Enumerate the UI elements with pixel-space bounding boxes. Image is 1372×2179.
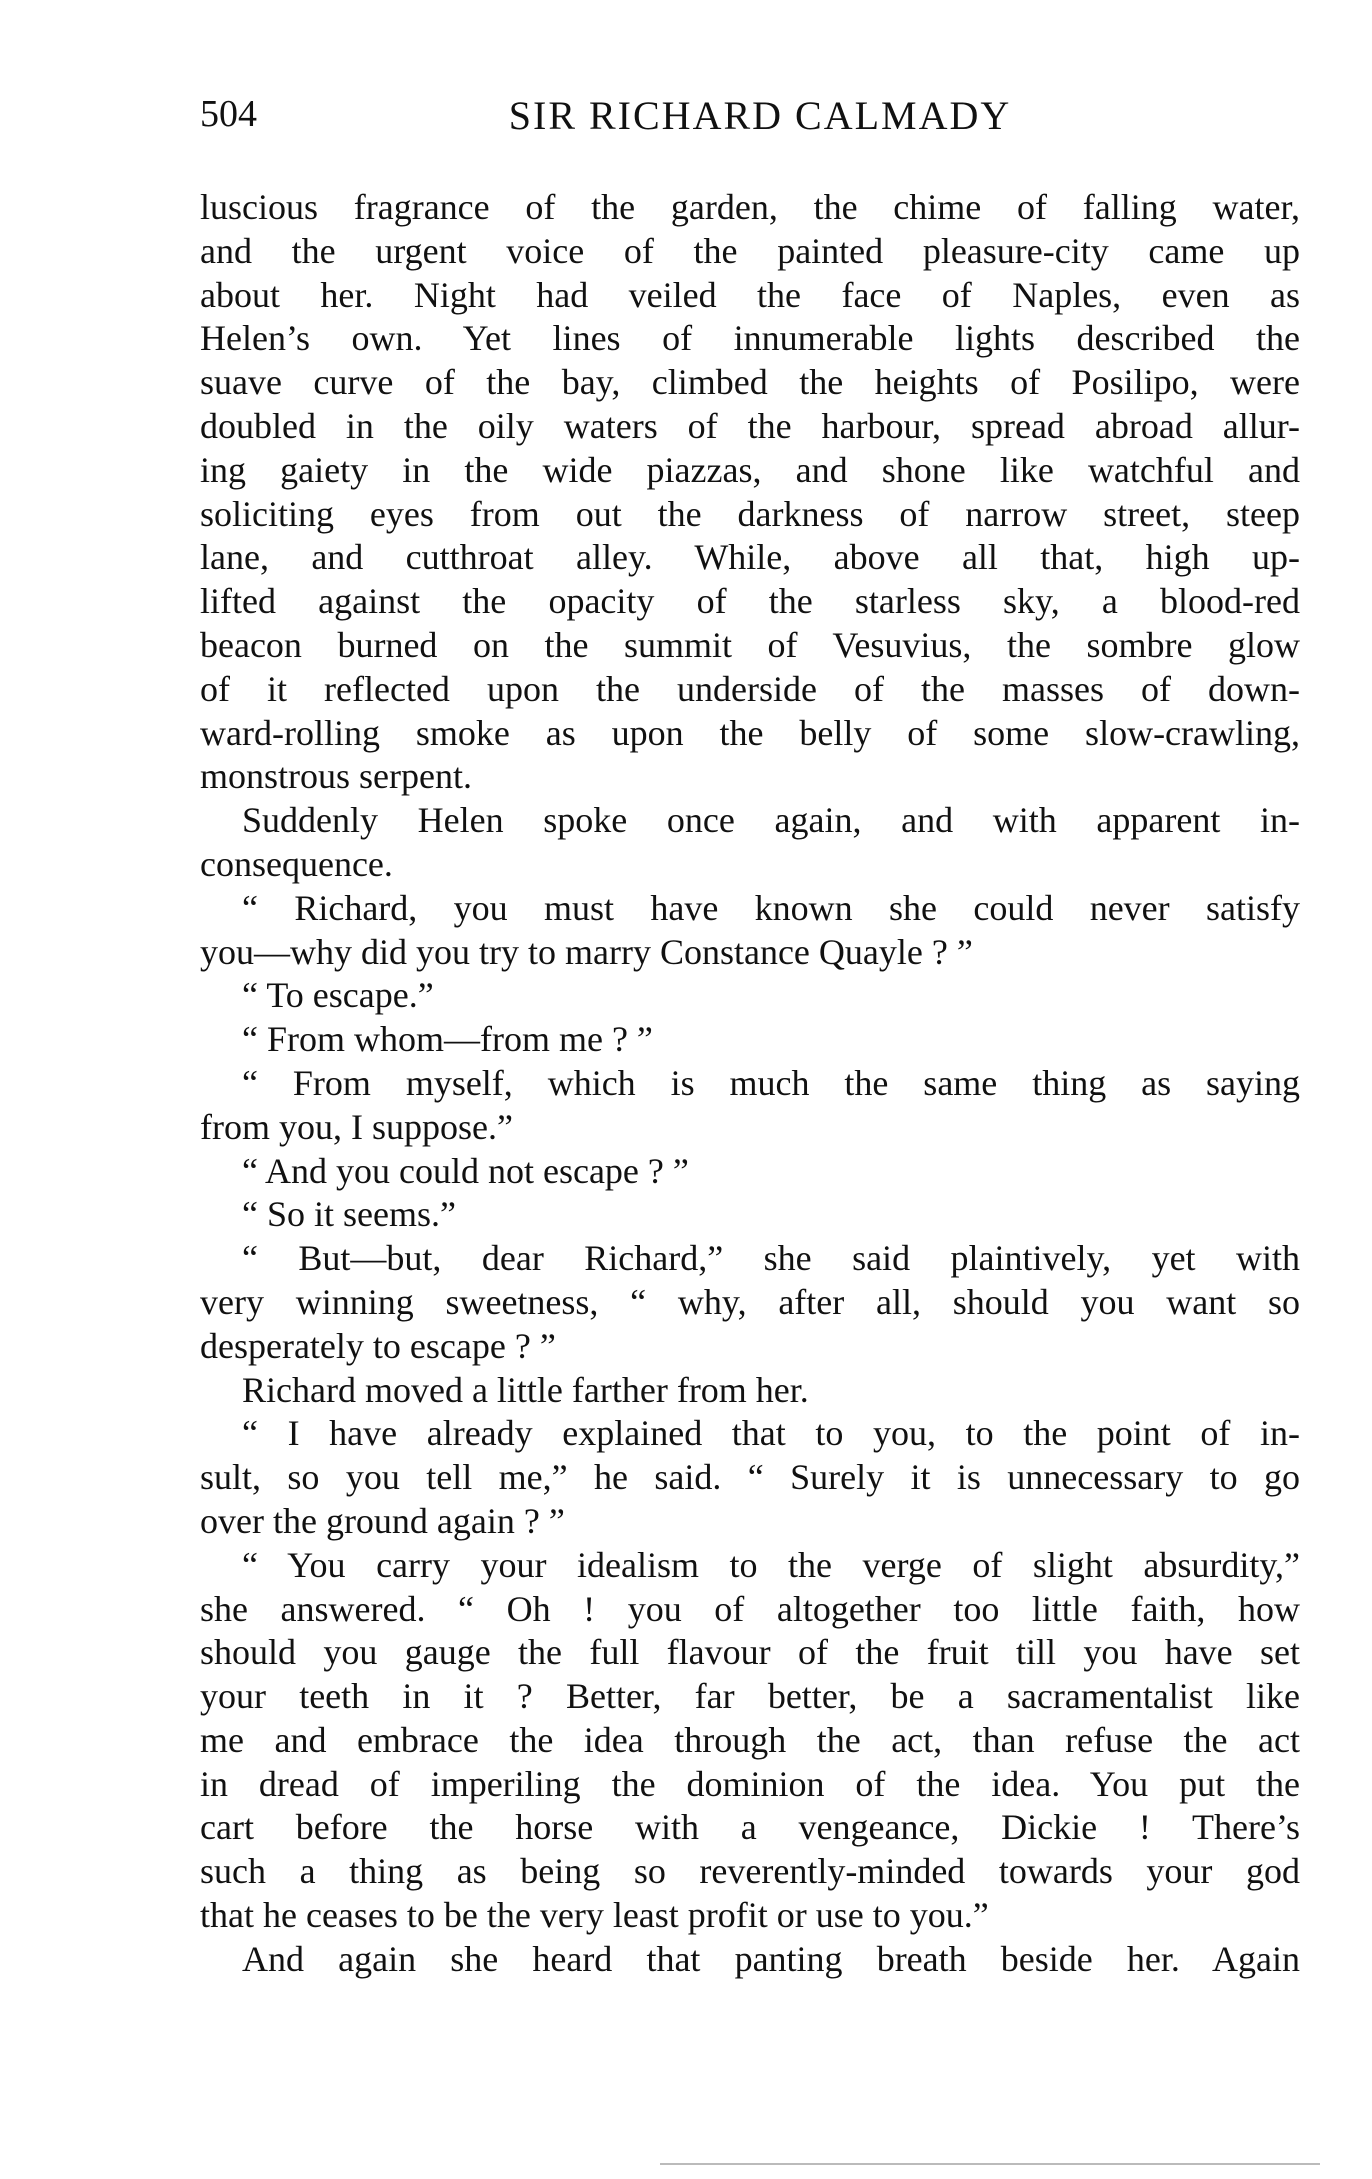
text-line: cart before the horse with a vengeance, Dickie ! There’s bbox=[200, 1807, 1300, 1848]
text-line: sult, so you tell me,” he said. “ Surely it is unnecessary to go bbox=[200, 1457, 1300, 1498]
text-line: over the ground again ? ” bbox=[200, 1500, 565, 1541]
text-line: “ But—but, dear Richard,” she said plaintively, yet with bbox=[242, 1238, 1300, 1279]
text-line: And again she heard that panting breath beside her. Again bbox=[242, 1938, 1300, 1979]
text-line: “ And you could not escape ? ” bbox=[242, 1150, 689, 1191]
page-number: 504 bbox=[200, 93, 257, 135]
text-line: ing gaiety in the wide piazzas, and shone like watchful and bbox=[200, 449, 1300, 490]
text-line: and the urgent voice of the painted pleasure-city came up bbox=[200, 230, 1300, 271]
text-line: “ From myself, which is much the same thing as saying bbox=[242, 1062, 1300, 1103]
text-line: in dread of imperiling the dominion of the idea. You put the bbox=[200, 1763, 1300, 1804]
text-line: “ I have already explained that to you, to the point of in- bbox=[242, 1413, 1300, 1454]
text-line: Suddenly Helen spoke once again, and with apparent in- bbox=[242, 800, 1300, 841]
text-line: “ To escape.” bbox=[242, 975, 434, 1016]
text-line: “ You carry your idealism to the verge of slight absurdity,” bbox=[242, 1544, 1300, 1585]
text-line: ward-rolling smoke as upon the belly of some slow-crawling, bbox=[200, 712, 1300, 753]
running-header bbox=[200, 92, 1300, 142]
text-line: luscious fragrance of the garden, the chime of falling water, bbox=[200, 187, 1300, 227]
text-line: you—why did you try to marry Constance Quayle ? ” bbox=[200, 931, 973, 972]
text-line: she answered. “ Oh ! you of altogether too little faith, how bbox=[200, 1588, 1300, 1629]
text-line: suave curve of the bay, climbed the heights of Posilipo, were bbox=[200, 362, 1300, 403]
text-line: your teeth in it ? Better, far better, be a sacramentalist like bbox=[200, 1676, 1300, 1717]
text-line: lane, and cutthroat alley. While, above all that, high up- bbox=[200, 537, 1300, 578]
text-line: me and embrace the idea through the act, than refuse the act bbox=[200, 1719, 1300, 1760]
text-line: about her. Night had veiled the face of Naples, even as bbox=[200, 274, 1300, 315]
text-line: “ Richard, you must have known she could never satisfy bbox=[242, 887, 1300, 928]
text-line: consequence. bbox=[200, 843, 393, 884]
text-line: desperately to escape ? ” bbox=[200, 1325, 556, 1366]
text-line: monstrous serpent. bbox=[200, 756, 472, 797]
text-line: lifted against the opacity of the starless sky, a blood-red bbox=[200, 581, 1300, 622]
text-line: such a thing as being so reverently-minded towards your god bbox=[200, 1851, 1300, 1892]
body-text bbox=[200, 186, 1300, 1982]
text-line: “ From whom—from me ? ” bbox=[242, 1019, 653, 1060]
text-line: of it reflected upon the underside of the masses of down- bbox=[200, 668, 1300, 709]
bottom-rule bbox=[660, 2163, 1320, 2165]
text-line: soliciting eyes from out the darkness of narrow street, steep bbox=[200, 493, 1300, 534]
text-line: from you, I suppose.” bbox=[200, 1106, 513, 1147]
text-line: doubled in the oily waters of the harbour, spread abroad allur- bbox=[200, 405, 1300, 446]
text-line: Richard moved a little farther from her. bbox=[242, 1369, 809, 1410]
text-line: very winning sweetness, “ why, after all, should you want so bbox=[200, 1281, 1300, 1322]
text-line: Helen’s own. Yet lines of innumerable lights described the bbox=[200, 318, 1300, 359]
text-line: beacon burned on the summit of Vesuvius, the sombre glow bbox=[200, 624, 1300, 665]
text-line: should you gauge the full flavour of the fruit till you have set bbox=[200, 1632, 1300, 1673]
text-line: “ So it seems.” bbox=[242, 1194, 456, 1235]
text-line: that he ceases to be the very least profit or use to you.” bbox=[200, 1895, 989, 1936]
running-title: SIR RICHARD CALMADY bbox=[508, 93, 1012, 138]
